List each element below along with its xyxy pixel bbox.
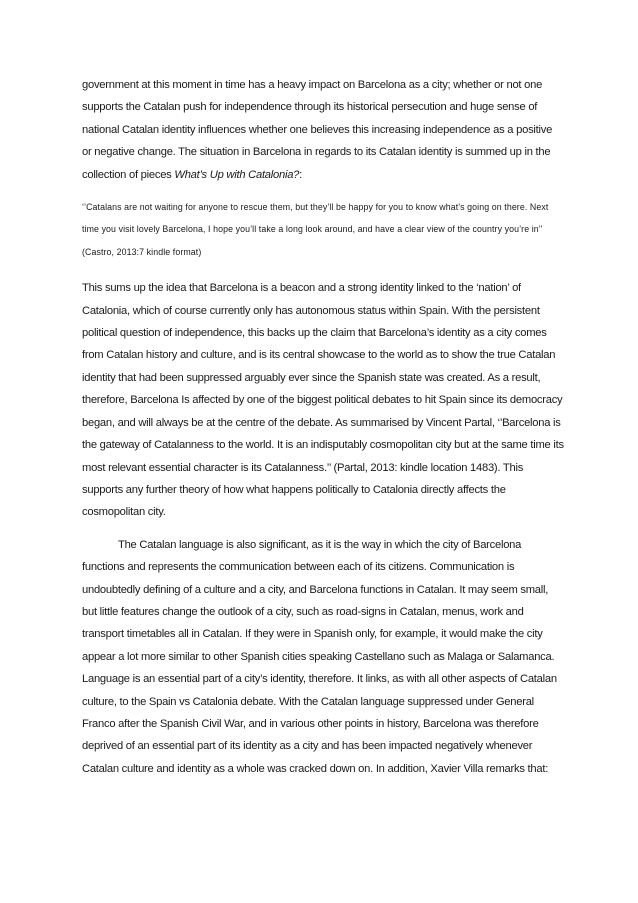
- block-quote-castro: ‘’Catalans are not waiting for anyone to rescue them, but they’ll be happy for you to know what’s going on there. Next time you visit lovely Barcelona, I hope you’ll take a long look around, and have a clear view of the country you’re in’’ (Castro, 2013:7 kindle format): [82, 202, 549, 257]
- paragraph-intro-text: government at this moment in time has a heavy impact on Barcelona as a city; whether or not one supports the Catalan push for independence through its historical persecution and huge sense of national Catalan identity influences whether one believes this increasing independence as a positive or negative change. The situation in Barcelona in regards to its Catalan identity is summed up in the collection of pieces: [82, 79, 553, 181]
- document-page: [82, 74, 564, 780]
- paragraph-catalan-language: The Catalan language is also significant, as it is the way in which the city of Barcelona functions and represents the communication between each of its citizens. Communication is undoubtedly defining of a culture and a city, and Barcelona functions in Catalan. It may seem small, but little features change the outlook of a city, such as road-signs in Catalan, menus, work and transport timetables all in Catalan. If they were in Spanish only, for example, it would make the city appear a lot more similar to other Spanish cities speaking Castellano such as Malaga or Salamanca. Language is an essential part of a city’s identity, therefore. It links, as with all other aspects of Catalan culture, to the Spain vs Catalonia debate. With the Catalan language suppressed under General Franco after the Spanish Civil War, and in various other points in history, Barcelona was therefore deprived of an essential part of its identity as a city and has been impacted negatively whenever Catalan culture and identity as a whole was cracked down on. In addition, Xavier Villa remarks that:: [82, 538, 557, 775]
- paragraph-barcelona-identity: This sums up the idea that Barcelona is a beacon and a strong identity linked to the ‘nation’ of Catalonia, which of course currently only has autonomous status within Spain. With the persistent political question of independence, this backs up the claim that Barcelona’s identity as a city comes from Catalan history and culture, and is its central showcase to the world as to show the true Catalan identity that had been suppressed arguably ever since the Spanish state was created. As a result, therefore, Barcelona Is affected by one of the biggest political debates to hit Spain since its democracy began, and will always be at the centre of the debate. As summarised by Vincent Partal, ‘’Barcelona is the gateway of Catalanness to the world. It is an indisputably cosmopolitan city but at the same time its most relevant essential character is its Catalanness.’’ (Partal, 2013: kindle location 1483). This supports any further theory of how what happens politically to Catalonia directly affects the cosmopolitan city.: [82, 282, 564, 519]
- paragraph-intro: [82, 74, 564, 186]
- paragraph-spacer: [82, 524, 564, 534]
- paragraph-intro-colon: :: [299, 168, 302, 181]
- book-title: What’s Up with Catalonia?: [174, 168, 300, 181]
